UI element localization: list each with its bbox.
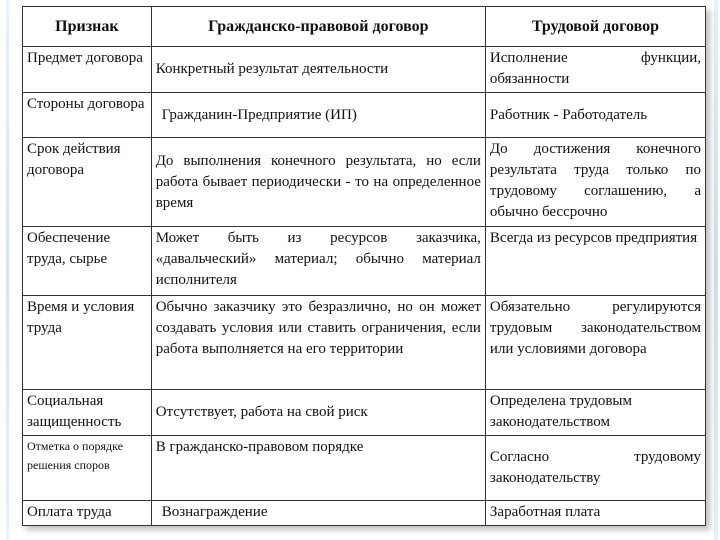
table-row <box>23 138 706 227</box>
feature-cell: Срок действия договора <box>23 138 152 227</box>
feature-cell: Обеспечение труда, сырье <box>23 227 152 296</box>
table-row <box>23 295 706 389</box>
civil-cell: Конкретный результат деятельности <box>151 46 485 92</box>
header-feature: Признак <box>23 7 152 47</box>
civil-cell: До выполнения конечного результата, но если работа бывает периодически - то на определенное время <box>151 138 485 227</box>
civil-cell: Может быть из ресурсов заказчика, «давальческий» материал; обычно материал исполнителя <box>151 227 485 296</box>
table-row <box>23 389 706 435</box>
civil-cell: Гражданин-Предприятие (ИП) <box>151 92 485 137</box>
feature-cell: Стороны договора <box>23 92 152 137</box>
comparison-table <box>22 6 706 526</box>
header-labor-contract: Трудовой договор <box>485 7 705 47</box>
table-row <box>23 227 706 296</box>
labor-cell: Всегда из ресурсов предприятия <box>485 227 705 296</box>
table-row <box>23 501 706 526</box>
table-row <box>23 435 706 501</box>
table-row <box>23 92 706 137</box>
labor-cell: Заработная плата <box>485 501 705 526</box>
labor-cell: До достижения конечного результата труда только по трудовому соглашению, а обычно бессрочно <box>485 138 705 227</box>
labor-cell: Исполнение функции, обязанности <box>485 46 705 92</box>
civil-cell: Отсутствует, работа на свой риск <box>151 389 485 435</box>
slide-decoration-left <box>6 0 9 540</box>
civil-cell: В гражданско-правовом порядке <box>151 435 485 501</box>
table-header-row <box>23 7 706 47</box>
civil-cell: Вознаграждение <box>151 501 485 526</box>
labor-cell: Обязательно регулируются трудовым законодательством или условиями договора <box>485 295 705 389</box>
feature-cell: Социальная защищенность <box>23 389 152 435</box>
labor-cell: Согласно трудовому законодательству <box>485 435 705 501</box>
labor-cell: Определена трудовым законодательством <box>485 389 705 435</box>
feature-cell: Отметка о порядке решения споров <box>23 435 152 501</box>
civil-cell: Обычно заказчику это безразлично, но он может создавать условия или ставить ограничения, если работа выполняется на его территории <box>151 295 485 389</box>
table-row <box>23 46 706 92</box>
labor-cell: Работник - Работодатель <box>485 92 705 137</box>
feature-cell: Время и условия труда <box>23 295 152 389</box>
feature-cell: Оплата труда <box>23 501 152 526</box>
feature-cell: Предмет договора <box>23 46 152 92</box>
slide-decoration-right <box>714 0 718 540</box>
header-civil-contract: Гражданско-правовой договор <box>151 7 485 47</box>
